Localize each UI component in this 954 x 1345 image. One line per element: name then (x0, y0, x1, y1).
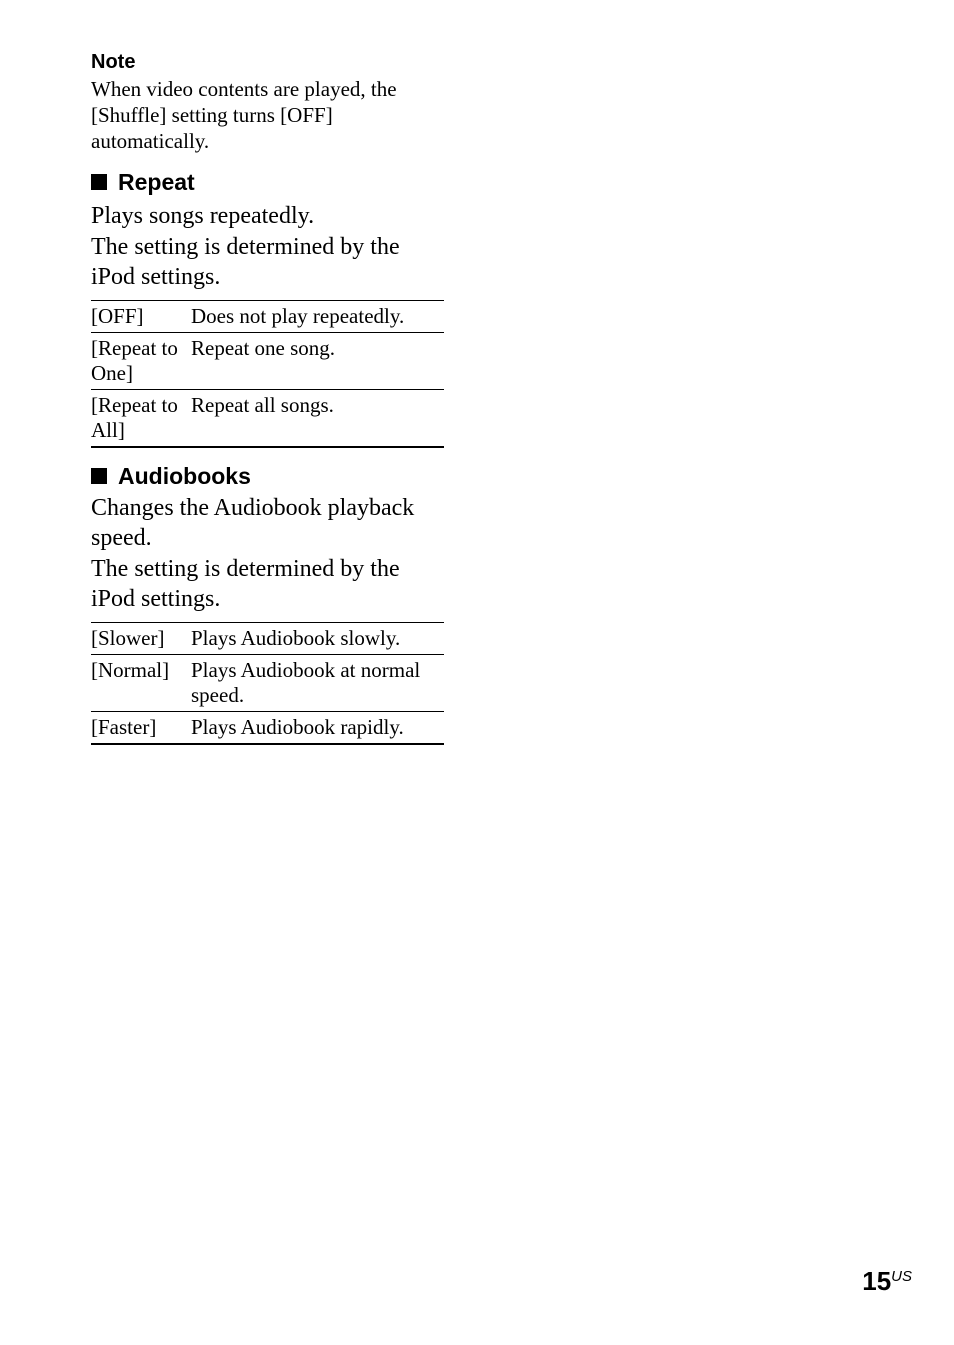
table-row (91, 622, 444, 654)
table-row (91, 332, 444, 389)
option-desc: Plays Audiobook rapidly. (191, 711, 444, 744)
page-content (91, 50, 444, 745)
note-line: automatically. (91, 129, 210, 153)
audiobooks-description (91, 493, 444, 615)
option-desc: Plays Audiobook slowly. (191, 622, 444, 654)
table-row (91, 711, 444, 744)
option-key: [OFF] (91, 300, 191, 332)
option-desc: Repeat all songs. (191, 389, 444, 447)
description-line: Changes the Audiobook playback (91, 494, 415, 521)
note-block (91, 50, 444, 154)
repeat-heading: Repeat (118, 169, 195, 195)
square-bullet-icon (91, 468, 107, 484)
page-number-suffix: US (891, 1268, 912, 1285)
audiobooks-heading: Audiobooks (118, 462, 251, 489)
repeat-description (91, 201, 444, 293)
audiobooks-options-table (91, 622, 444, 745)
note-body (91, 76, 444, 154)
table-row (91, 389, 444, 447)
description-line: iPod settings. (91, 586, 221, 612)
page-number (862, 1266, 912, 1297)
option-key: [Repeat to All] (91, 389, 191, 447)
description-line: Plays songs repeatedly. (91, 203, 315, 229)
note-title: Note (91, 51, 136, 73)
option-key: [Repeat to One] (91, 332, 191, 389)
option-key: [Normal] (91, 654, 191, 711)
repeat-options-table (91, 300, 444, 448)
table-row (91, 654, 444, 711)
option-desc: Plays Audiobook at normal speed. (191, 654, 444, 711)
description-line: The setting is determined by the (91, 233, 400, 260)
audiobooks-section (91, 462, 444, 745)
square-bullet-icon (91, 174, 107, 190)
description-line: speed. (91, 525, 152, 551)
option-key: [Slower] (91, 622, 191, 654)
section-heading (91, 168, 444, 196)
page-number-value: 15 (862, 1266, 892, 1296)
option-desc: Repeat one song. (191, 332, 444, 389)
table-row (91, 300, 444, 332)
description-line: iPod settings. (91, 264, 221, 290)
note-line: [Shuffle] setting turns [OFF] (91, 103, 333, 127)
section-heading (91, 462, 444, 490)
option-desc: Does not play repeatedly. (191, 300, 444, 332)
note-line: When video contents are played, the (91, 77, 397, 101)
description-line: The setting is determined by the (91, 555, 400, 582)
repeat-section (91, 168, 444, 448)
option-key: [Faster] (91, 711, 191, 744)
